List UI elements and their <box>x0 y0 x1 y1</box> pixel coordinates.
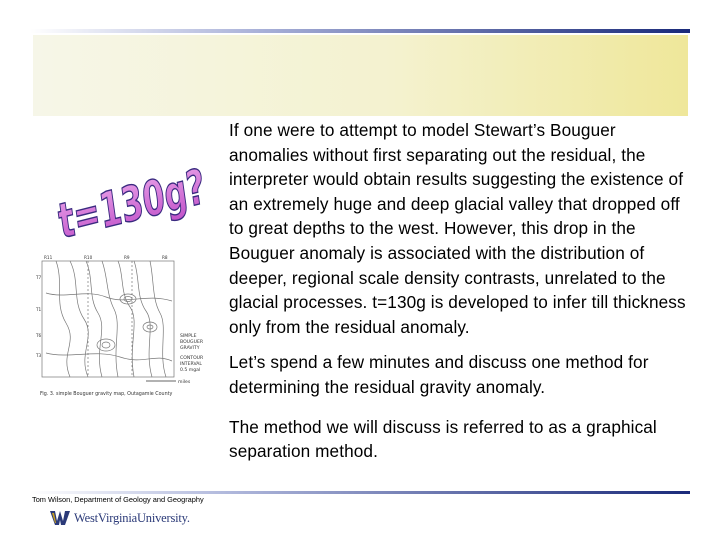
grid-label-left: T1 <box>36 307 42 312</box>
scale-label: miles <box>178 380 191 385</box>
title-band <box>33 35 688 116</box>
legend-line: BOUGUER <box>180 340 204 345</box>
wvu-logo-text: WestVirginiaUniversity. <box>74 510 190 525</box>
paragraph-method-name: The method we will discuss is referred to as a graphical separation method. <box>229 416 657 462</box>
grid-label-top: R8 <box>162 255 168 260</box>
legend-line: SIMPLE <box>180 334 197 339</box>
grid-label-top: R11 <box>44 255 53 260</box>
legend-line: INTERVAL <box>180 362 202 367</box>
grid-label-left: T6 <box>36 333 42 338</box>
wordart-text: t=130g? <box>55 140 282 251</box>
grid-label-top: R10 <box>84 255 93 260</box>
grid-label-left: T3 <box>36 353 42 358</box>
grid-label-top: R9 <box>124 255 130 260</box>
legend-line: GRAVITY <box>180 346 200 351</box>
gravity-map-figure <box>36 253 212 401</box>
top-rule <box>30 29 690 33</box>
wvu-logo <box>50 506 190 530</box>
paragraph-modeling-note: If one were to attempt to model Stewart’s Bouguer anomalies without first separating out the residual, the interpreter would obtain results suggesting the existence of an extremely huge and deep glacial valley that dropped off to great depths to the west. However, this drop in the Bouguer anomaly is associated with the distribution of deeper, regional scale density contrasts, unrelated to the glacial processes. t=130g is developed to infer till thickness only from the residual anomaly. <box>229 120 686 337</box>
paragraph-residual-intro: Let’s spend a few minutes and discuss one method for determining the residual gravity anomaly. <box>229 352 649 397</box>
body-text <box>229 118 699 464</box>
figure-caption: Fig. 3. simple Bouguer gravity map, Outagamie County <box>40 392 173 397</box>
footer-rule <box>30 491 690 494</box>
legend-line: 0.5 mgal <box>180 368 201 373</box>
footer-credit: Tom Wilson, Department of Geology and Geography <box>32 495 204 504</box>
flying-wv-icon <box>50 509 70 527</box>
grid-label-left: T7 <box>36 275 42 280</box>
wordart-title <box>52 140 282 251</box>
legend-line: CONTOUR <box>180 356 204 361</box>
